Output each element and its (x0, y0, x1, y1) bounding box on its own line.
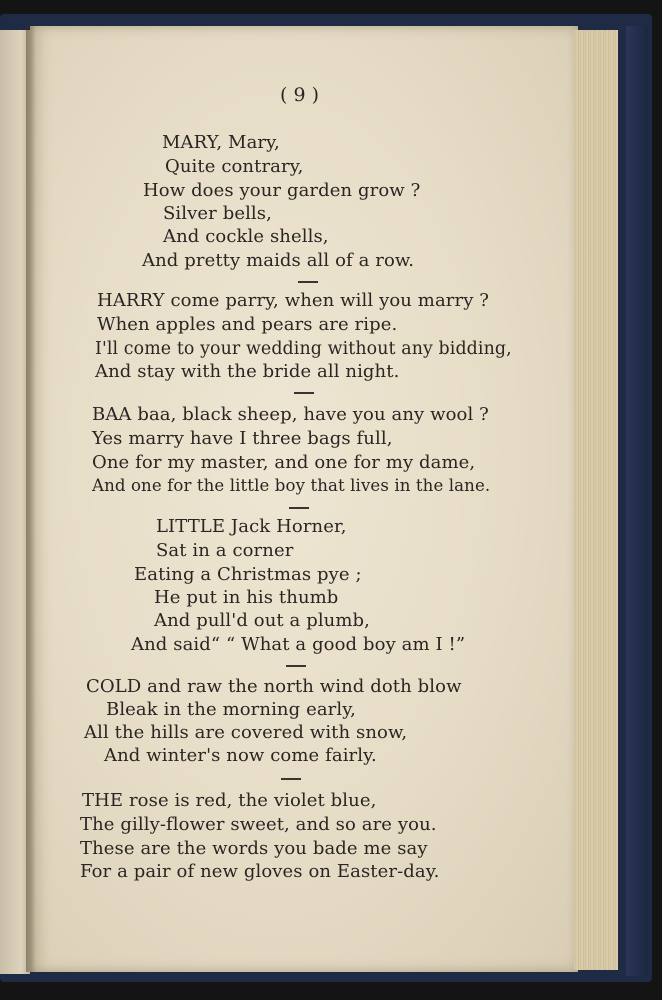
poem-line: LITTLE Jack Horner, (156, 516, 347, 537)
poem-line: These are the words you bade me say (80, 838, 428, 859)
poem-line: When apples and pears are ripe. (97, 314, 398, 335)
poem-line: And stay with the bride all night. (95, 361, 400, 382)
poem-line: And pretty maids all of a row. (142, 250, 415, 271)
poem-line: Bleak in the morning early, (106, 699, 356, 720)
page-stack-edges (574, 30, 618, 970)
spine-shadow (26, 26, 36, 972)
stanza-separator (298, 281, 318, 283)
stanza-separator (289, 507, 309, 509)
poem-line: He put in his thumb (154, 587, 339, 608)
poem-line: And winter's now come fairly. (104, 745, 377, 766)
poem-line: HARRY come parry, when will you marry ? (97, 290, 490, 311)
stanza-separator (281, 778, 301, 780)
poem-line: BAA baa, black sheep, have you any wool ? (92, 404, 489, 425)
poem-line: How does your garden grow ? (143, 180, 421, 201)
poem-line: Sat in a corner (156, 540, 294, 561)
poem-line: Quite contrary, (165, 156, 304, 177)
stanza-separator (286, 665, 306, 667)
poem-line: Yes marry have I three bags full, (92, 428, 393, 449)
poem-line: And one for the little boy that lives in the lane. (92, 476, 491, 495)
poem-line: THE rose is red, the violet blue, (82, 790, 377, 811)
poem-line: One for my master, and one for my dame, (92, 452, 476, 473)
poem-line: The gilly-flower sweet, and so are you. (80, 814, 437, 835)
poem-line: MARY, Mary, (162, 132, 280, 153)
poem-line: I'll come to your wedding without any bidding, (95, 339, 512, 359)
poem-line: All the hills are covered with snow, (84, 722, 408, 743)
stanza-separator (294, 392, 314, 394)
poem-line: And pull'd out a plumb, (154, 610, 370, 631)
poem-line: Silver bells, (163, 203, 272, 224)
poem-line: And said“ “ What a good boy am I !” (131, 634, 466, 655)
poem-line: And cockle shells, (163, 226, 329, 247)
poem-line: For a pair of new gloves on Easter-day. (80, 861, 440, 882)
poem-line: Eating a Christmas pye ; (134, 564, 362, 585)
cover-edge (626, 26, 648, 976)
poem-line: COLD and raw the north wind doth blow (86, 676, 462, 697)
page-number: ( 9 ) (280, 84, 319, 106)
